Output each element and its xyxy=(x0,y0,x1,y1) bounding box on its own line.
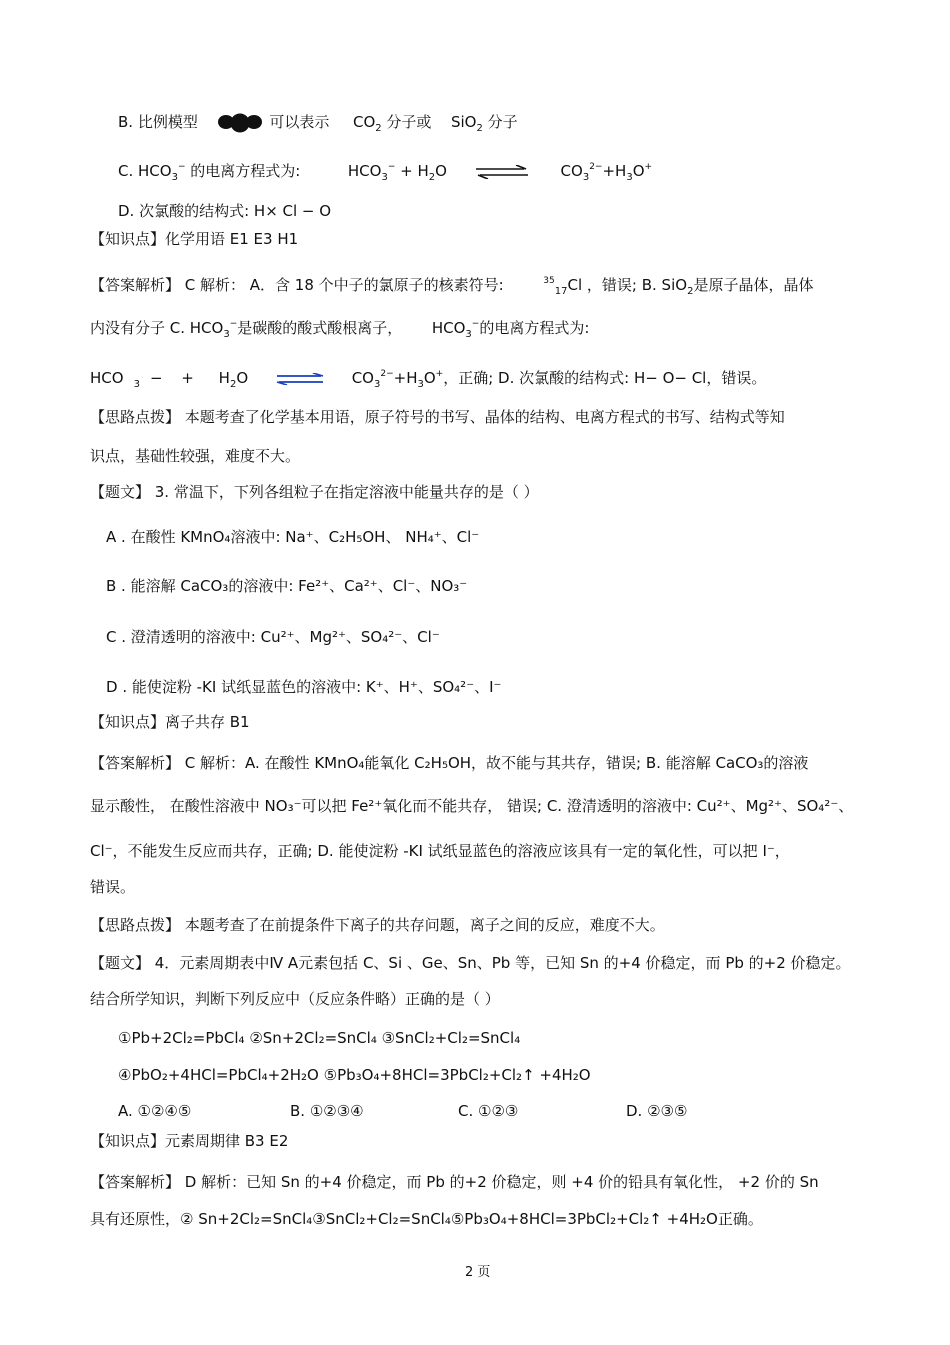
q4-reactions-line1: ①Pb+2Cl₂=PbCl₄ ②Sn+2Cl₂=SnCl₄ ③SnCl₂+Cl₂=SnCl₄ xyxy=(118,1029,521,1047)
answer-q4-line1: 【答案解析】 D 解析：已知 Sn 的+4 价稳定，而 Pb 的+2 价稳定，则 +4 价的铅具有氧化性， +2 价的 Sn xyxy=(90,1173,819,1191)
equation-right: $CO_3^{2-}+H_3O^+$ xyxy=(560,162,653,183)
option-b-post: 分子 xyxy=(487,113,518,131)
option-b-prefix: B. 比例模型 xyxy=(118,113,198,131)
tip-q3: 【思路点拨】 本题考查了在前提条件下离子的共存问题，离子之间的反应，难度不大。 xyxy=(90,916,665,934)
question-4-stem-line2: 结合所学知识，判断下列反应中（反应条件略）正确的是（ ） xyxy=(90,990,500,1008)
q3-option-a: A . 在酸性 KMnO₄溶液中: Na⁺、C₂H₅OH、 NH₄⁺、Cl⁻ xyxy=(106,528,480,546)
tip-q2-line1: 【思路点拨】 本题考查了化学基本用语，原子符号的书写、晶体的结构、电离方程式的书写、结构式等知 xyxy=(90,408,785,426)
equation-left: $HCO_3^- + H_2O$ xyxy=(347,162,447,183)
equilibrium-arrow-icon xyxy=(275,373,325,385)
tip-q2-line2: 识点，基础性较强，难度不大。 xyxy=(90,447,301,465)
answer-q3-line3: Cl⁻，不能发生反应而共存，正确; D. 能使淀粉 -KI 试纸显蓝色的溶液应该具有一定的氧化性，可以把 I⁻， xyxy=(90,842,790,860)
page-number: 2 页 xyxy=(465,1265,491,1280)
sio2-formula: SiO$_2$ xyxy=(450,113,483,134)
answer-q3-line2: 显示酸性， 在酸性溶液中 NO₃⁻可以把 Fe²⁺氧化而不能共存， 错误; C. 澄清透明的溶液中: Cu²⁺、Mg²⁺、SO₄²⁻、 xyxy=(90,797,854,815)
q3-option-d: D . 能使淀粉 -KI 试纸显蓝色的溶液中: K⁺、H⁺、SO₄²⁻、I⁻ xyxy=(106,678,502,696)
question-4-stem-line1: 【题文】 4．元素周期表中Ⅳ A元素包括 C、Si 、Ge、Sn、Pb 等，已知 Sn 的+4 价稳定，而 Pb 的+2 价稳定。 xyxy=(90,954,851,972)
option-b-mid: 可以表示 xyxy=(269,113,330,131)
equilibrium-arrow-icon xyxy=(474,165,530,179)
option-b xyxy=(118,112,518,139)
q3-option-b: B . 能溶解 CaCO₃的溶液中: Fe²⁺、Ca²⁺、Cl⁻、NO₃⁻ xyxy=(106,577,468,595)
co2-formula: $CO_2$ xyxy=(352,113,382,134)
answer-q2-line2: 内没有分子 C. $HCO_3^-$是碳酸的酸式酸根离子， $HCO_3^-$的电离方程式为: xyxy=(90,319,590,340)
q3-option-c: C . 澄清透明的溶液中: Cu²⁺、Mg²⁺、SO₄²⁻、Cl⁻ xyxy=(106,628,440,646)
answer-q2-line3: HCO $_3$ − + $H_2O$ $CO_3^{2-}+H_3O^+$，正确; D. 次氯酸的结构式: H− O− Cl，错误。 xyxy=(90,369,767,390)
q4-option-a: A. ①②④⑤ xyxy=(118,1102,192,1120)
knowledge-point-q3: 【知识点】离子共存 B1 xyxy=(90,713,250,731)
answer-q4-line2: 具有还原性，② Sn+2Cl₂=SnCl₄③SnCl₂+Cl₂=SnCl₄⑤Pb₃O₄+8HCl=3PbCl₂+Cl₂↑ +4H₂O正确。 xyxy=(90,1210,763,1228)
answer-q2-line1: 【答案解析】 C 解析： A．含 18 个中子的氯原子的核素符号: $^{35}_{17}$Cl ，错误; B. SiO$_2$是原子晶体，晶体 xyxy=(90,276,814,297)
knowledge-point-q4: 【知识点】元素周期律 B3 E2 xyxy=(90,1132,289,1150)
option-c-mid: 的电离方程式为: xyxy=(190,162,301,180)
q4-reactions-line2: ④PbO₂+4HCl=PbCl₄+2H₂O ⑤Pb₃O₄+8HCl=3PbCl₂+Cl₂↑ +4H₂O xyxy=(118,1066,591,1084)
answer-q3-line1: 【答案解析】 C 解析：A. 在酸性 KMnO₄能氧化 C₂H₅OH，故不能与其共存，错误; B. 能溶解 CaCO₃的溶液 xyxy=(90,754,809,772)
question-3-stem: 【题文】 3. 常温下，下列各组粒子在指定溶液中能量共存的是（ ） xyxy=(90,483,539,501)
nuclide-symbol: $^{35}_{17}$Cl xyxy=(543,276,583,297)
option-b-or: 分子或 xyxy=(386,113,432,131)
space-filling-model-icon xyxy=(215,113,265,133)
option-c xyxy=(118,157,652,188)
knowledge-point-q2: 【知识点】化学用语 E1 E3 H1 xyxy=(90,230,299,248)
option-c-prefix: C. $HCO_3^-$ xyxy=(118,162,186,183)
q4-option-b: B. ①②③④ xyxy=(290,1102,364,1120)
q4-option-d: D. ②③⑤ xyxy=(626,1102,688,1120)
option-d: D. 次氯酸的结构式: H× Cl − O xyxy=(118,202,332,220)
answer-q3-line4: 错误。 xyxy=(90,878,136,896)
q4-option-c: C. ①②③ xyxy=(458,1102,519,1120)
